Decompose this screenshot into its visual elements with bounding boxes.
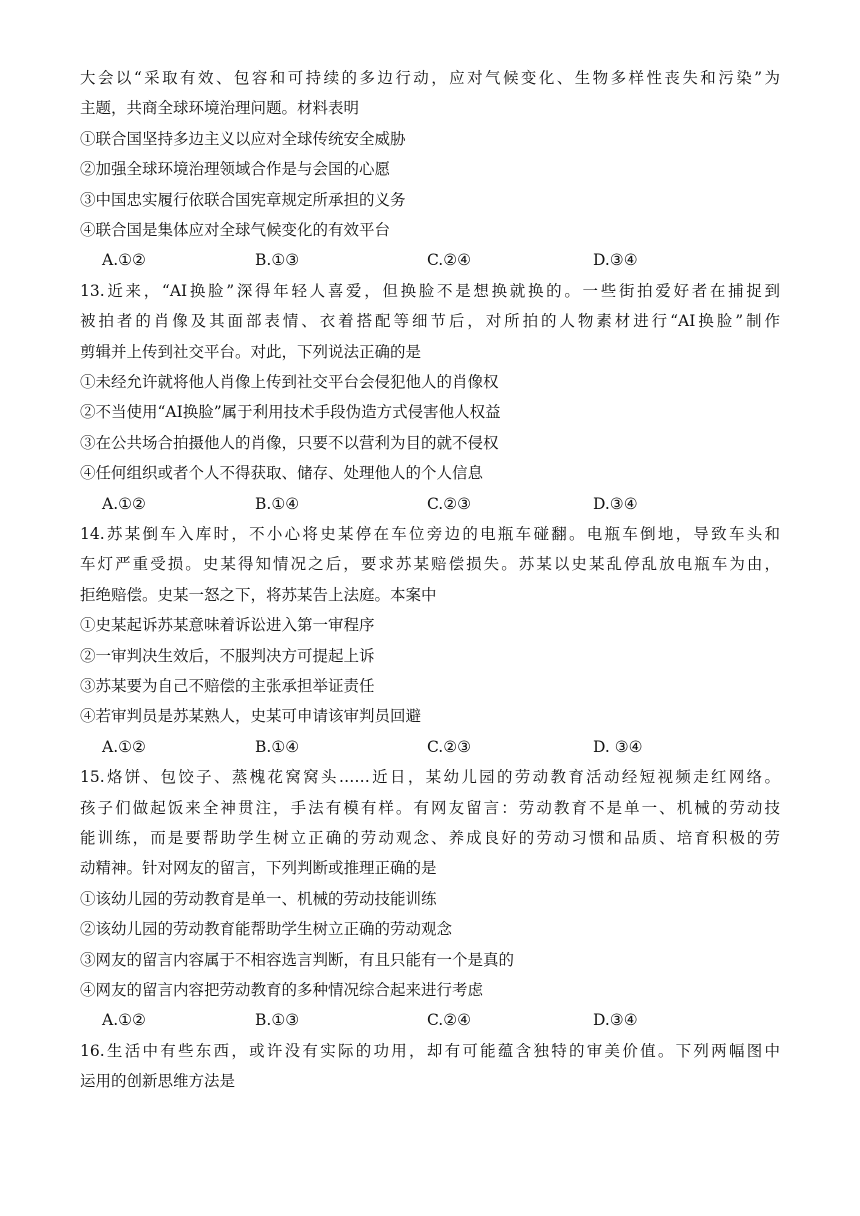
text-line: ④联合国是集体应对全球气候变化的有效平台 (80, 221, 391, 239)
answer-option: D.③④ (593, 251, 638, 270)
answer-option: C.②③ (427, 737, 472, 756)
text-line: ③网友的留言内容属于不相容选言判断，有且只能有一个是真的 (80, 950, 515, 969)
text-line: ①未经允许就将他人肖像上传到社交平台会侵犯他人的肖像权 (80, 373, 499, 391)
text-line: ④若审判员是苏某熟人，史某可申请该审判员回避 (80, 707, 422, 726)
answer-option: C.②③ (427, 494, 472, 513)
text-line: ①该幼儿园的劳动教育是单一、机械的劳动技能训练 (80, 889, 437, 908)
answer-option: C.②④ (427, 1011, 472, 1030)
text-line: ③在公共场合拍摄他人的肖像，只要不以营利为目的就不侵权 (80, 433, 499, 452)
answer-option: D. ③④ (593, 737, 643, 756)
text-line: ②该幼儿园的劳动教育能帮助学生树立正确的劳动观念 (80, 920, 453, 939)
answer-option: B.①③ (255, 1011, 300, 1030)
answer-option: A.①② (102, 251, 146, 270)
answer-option: B.①④ (255, 494, 300, 513)
text-line: ①联合国坚持多边主义以应对全球传统安全威胁 (80, 129, 406, 148)
text-line: 剪辑并上传到社交平台。对此，下列说法正确的是 (80, 342, 422, 361)
text-line: ②不当使用“AI换脸”属于利用技术手段伪造方式侵害他人权益 (80, 403, 501, 422)
text-line: 动精神。针对网友的留言，下列判断或推理正确的是 (80, 859, 437, 878)
answer-option: B.①④ (255, 737, 300, 756)
text-line: 16.生活中有些东西，或许没有实际的功用，却有可能蕴含独特的审美价值。下列两幅图中 (80, 1041, 780, 1060)
text-line: ④网友的留言内容把劳动教育的多种情况综合起来进行考虑 (80, 981, 484, 999)
text-line: 车灯严重受损。史某得知情况之后，要求苏某赔偿损失。苏某以史某乱停乱放电瓶车为由， (80, 555, 780, 574)
answer-option: A.①② (102, 494, 146, 513)
answer-option: C.②④ (427, 251, 472, 270)
text-line: ④任何组织或者个人不得获取、储存、处理他人的个人信息 (80, 464, 484, 483)
answer-option: B.①③ (255, 251, 300, 270)
text-line: 13.近来，“AI换脸”深得年轻人喜爱，但换脸不是想换就换的。一些街拍爱好者在捕捉到 (80, 281, 780, 300)
text-line: 拒绝赔偿。史某一怒之下，将苏某告上法庭。本案中 (80, 585, 437, 604)
text-line: 被拍者的肖像及其面部表情、衣着搭配等细节后，对所拍的人物素材进行“AI换脸”制作 (80, 312, 780, 331)
text-line: 能训练，而是要帮助学生树立正确的劳动观念、养成良好的劳动习惯和品质、培育积极的劳 (80, 829, 780, 847)
text-line: 运用的创新思维方法是 (80, 1072, 236, 1091)
text-line: ①史某起诉苏某意味着诉讼进入第一审程序 (80, 616, 375, 635)
text-line: ②加强全球环境治理领域合作是与会国的心愿 (80, 160, 391, 179)
text-line: 孩子们做起饭来全神贯注，手法有模有样。有网友留言：劳动教育不是单一、机械的劳动技 (80, 798, 780, 817)
text-line: ③苏某要为自己不赔偿的主张承担举证责任 (80, 677, 375, 695)
answer-option: A.①② (102, 1011, 146, 1030)
text-line: 大会以“采取有效、包容和可持续的多边行动，应对气候变化、生物多样性丧失和污染”为 (80, 69, 780, 87)
text-line: ②一审判决生效后，不服判决方可提起上诉 (80, 646, 375, 665)
text-line: ③中国忠实履行依联合国宪章规定所承担的义务 (80, 190, 406, 209)
answer-option: A.①② (102, 737, 146, 756)
text-line: 主题，共商全球环境治理问题。材料表明 (80, 99, 360, 118)
text-line: 15.烙饼、包饺子、蒸槐花窝窝头……近日，某幼儿园的劳动教育活动经短视频走红网络。 (80, 768, 780, 787)
answer-option: D.③④ (593, 1011, 638, 1030)
text-line: 14.苏某倒车入库时，不小心将史某停在车位旁边的电瓶车碰翻。电瓶车倒地，导致车头和 (80, 525, 780, 543)
answer-option: D.③④ (593, 494, 638, 513)
